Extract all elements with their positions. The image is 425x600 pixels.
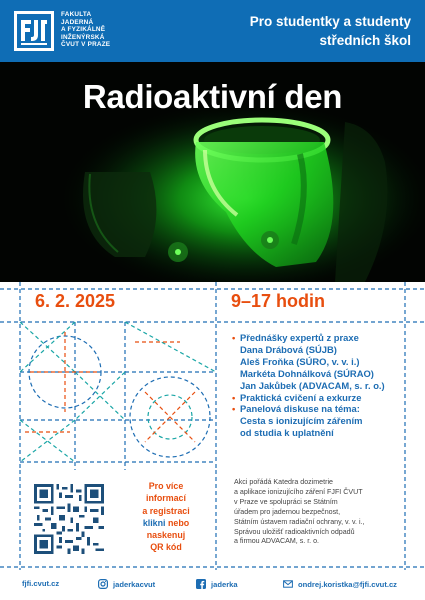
- web-link[interactable]: fjfi.cvut.cz: [22, 579, 60, 588]
- footer-contacts: [0, 572, 425, 600]
- organizer-note: Akci pořádá Katedra dozimetrie a aplikace ionizujícího záření FJFI ČVUT v Praze ve spolupráci se Státním úřadem pro jadernou bezpečnost, Státním ústavem radiační ochrany, v. v. i., Správou uložišť radioaktivních odpadů a firmou ADVACAM, s. r. o.: [234, 478, 365, 546]
- panel-topic: od studia k uplatnění: [240, 427, 334, 439]
- speaker: Dana Drábová (SÚJB): [240, 343, 337, 355]
- bullet-icon: •: [232, 332, 236, 343]
- registration-cta[interactable]: Pro více informací a registraci klikni nebo naskenuj QR kód: [142, 481, 190, 553]
- speaker: Markéta Dohnálková (SÚRAO): [240, 367, 374, 379]
- bullet-icon: •: [232, 391, 236, 403]
- email-link[interactable]: ondrej.koristka@fjfi.cvut.cz: [283, 579, 397, 589]
- facebook-link[interactable]: jaderka: [196, 579, 238, 589]
- program-list: [232, 332, 412, 439]
- panel-topic: Cesta s ionizujícím zářením: [240, 415, 363, 427]
- program-item-exercises: • Praktická cvičení a exkurze: [232, 391, 362, 403]
- header-bar: [0, 0, 425, 62]
- instagram-icon: [98, 579, 108, 589]
- qr-code[interactable]: [34, 484, 104, 554]
- program-item-lectures: • Přednášky expertů z praxe: [232, 332, 359, 343]
- speaker: Aleš Froňka (SÚRO, v. v. i.): [240, 355, 360, 367]
- target-audience-title: Pro studentky a studenty středních škol: [249, 14, 411, 48]
- event-date: 6. 2. 2025: [35, 291, 116, 311]
- event-time: 9–17 hodin: [231, 291, 326, 311]
- speaker: Jan Jakůbek (ADVACAM, s. r. o.): [240, 379, 385, 391]
- click-link[interactable]: klikni: [142, 517, 166, 528]
- faculty-name: FAKULTA JADERNÁ A FYZIKÁLNĚ INŽENÝRSKÁ ČVUT V PRAZE: [61, 11, 111, 49]
- faculty-logo[interactable]: [14, 11, 110, 51]
- facebook-icon: [196, 579, 206, 589]
- email-icon: [283, 579, 293, 589]
- instagram-link[interactable]: jaderkacvut: [98, 579, 155, 589]
- event-title: Radioaktivní den: [82, 78, 343, 115]
- registration-section: [0, 470, 425, 570]
- hero-image: [0, 62, 425, 282]
- event-info-section: [0, 282, 425, 470]
- university-logo-icon: [14, 11, 54, 51]
- program-item-panel: • Panelová diskuse na téma:: [232, 403, 360, 415]
- bullet-icon: •: [232, 403, 236, 415]
